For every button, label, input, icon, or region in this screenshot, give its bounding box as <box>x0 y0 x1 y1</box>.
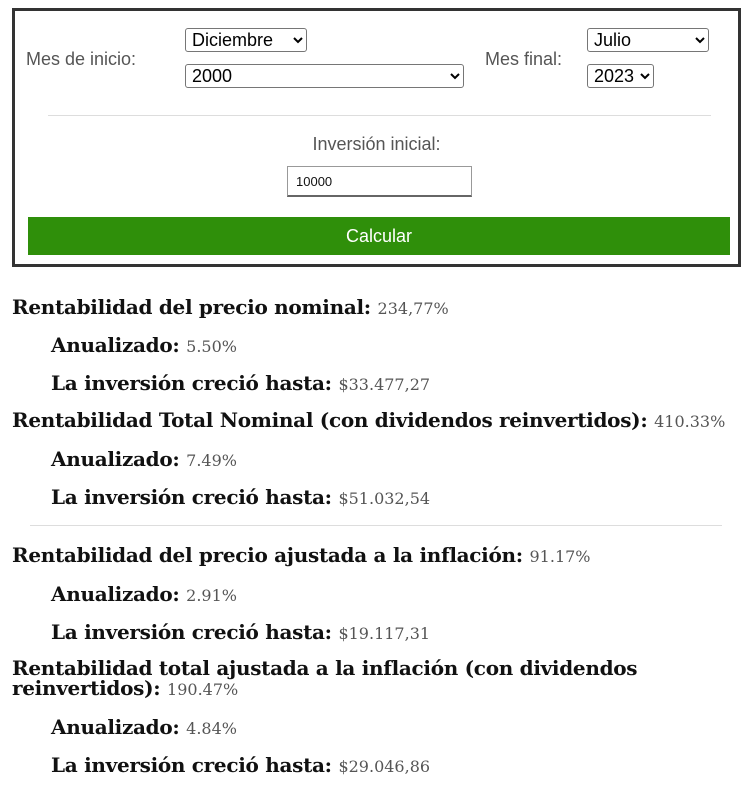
calculator-form <box>12 8 741 267</box>
growth-value: $33.477,27 <box>338 375 431 394</box>
growth-value: $51.032,54 <box>338 489 431 508</box>
results-divider <box>30 525 722 526</box>
growth-label: La inversión creció hasta: <box>51 753 332 777</box>
end-month-label: Mes final: <box>485 49 563 69</box>
annualized-label: Anualizado: <box>51 715 180 739</box>
annualized-value: 4.84% <box>186 719 237 738</box>
nominal-price-result <box>12 295 449 319</box>
nominal-price-value: 234,77% <box>377 299 449 318</box>
calculate-button[interactable]: Calcular <box>28 217 730 255</box>
inflation-price-annualized <box>51 582 237 606</box>
inflation-total-growth <box>51 753 430 777</box>
annualized-label: Anualizado: <box>51 333 180 357</box>
annualized-value: 7.49% <box>186 451 237 470</box>
inflation-total-label: Rentabilidad total ajustada a la inflación (con dividendos reinvertidos): <box>12 656 638 700</box>
inflation-price-result <box>12 543 591 567</box>
nominal-total-result <box>12 408 725 432</box>
growth-label: La inversión creció hasta: <box>51 371 332 395</box>
start-year-select[interactable] <box>185 64 464 88</box>
growth-label: La inversión creció hasta: <box>51 620 332 644</box>
nominal-total-annualized <box>51 447 237 471</box>
investment-input[interactable] <box>287 166 472 197</box>
inflation-price-value: 91.17% <box>529 547 591 566</box>
nominal-total-value: 410.33% <box>654 412 726 431</box>
inflation-total-result <box>12 658 652 700</box>
growth-label: La inversión creció hasta: <box>51 485 332 509</box>
start-month-label: Mes de inicio: <box>26 49 137 69</box>
end-year-select[interactable] <box>587 64 654 88</box>
nominal-total-growth <box>51 485 430 509</box>
annualized-value: 2.91% <box>186 586 237 605</box>
nominal-price-annualized <box>51 333 237 357</box>
investment-label: Inversión inicial: <box>312 134 441 154</box>
end-month-select[interactable] <box>587 28 709 52</box>
inflation-price-label: Rentabilidad del precio ajustada a la inflación: <box>12 543 523 567</box>
growth-value: $29.046,86 <box>338 757 431 776</box>
start-month-select[interactable] <box>185 28 307 52</box>
nominal-price-label: Rentabilidad del precio nominal: <box>12 295 371 319</box>
form-divider <box>48 115 711 116</box>
inflation-total-value: 190.47% <box>167 680 239 699</box>
annualized-label: Anualizado: <box>51 447 180 471</box>
nominal-price-growth <box>51 371 430 395</box>
annualized-value: 5.50% <box>186 337 237 356</box>
annualized-label: Anualizado: <box>51 582 180 606</box>
nominal-total-label: Rentabilidad Total Nominal (con dividendos reinvertidos): <box>12 408 648 432</box>
inflation-total-annualized <box>51 715 237 739</box>
growth-value: $19.117,31 <box>338 624 431 643</box>
inflation-price-growth <box>51 620 430 644</box>
